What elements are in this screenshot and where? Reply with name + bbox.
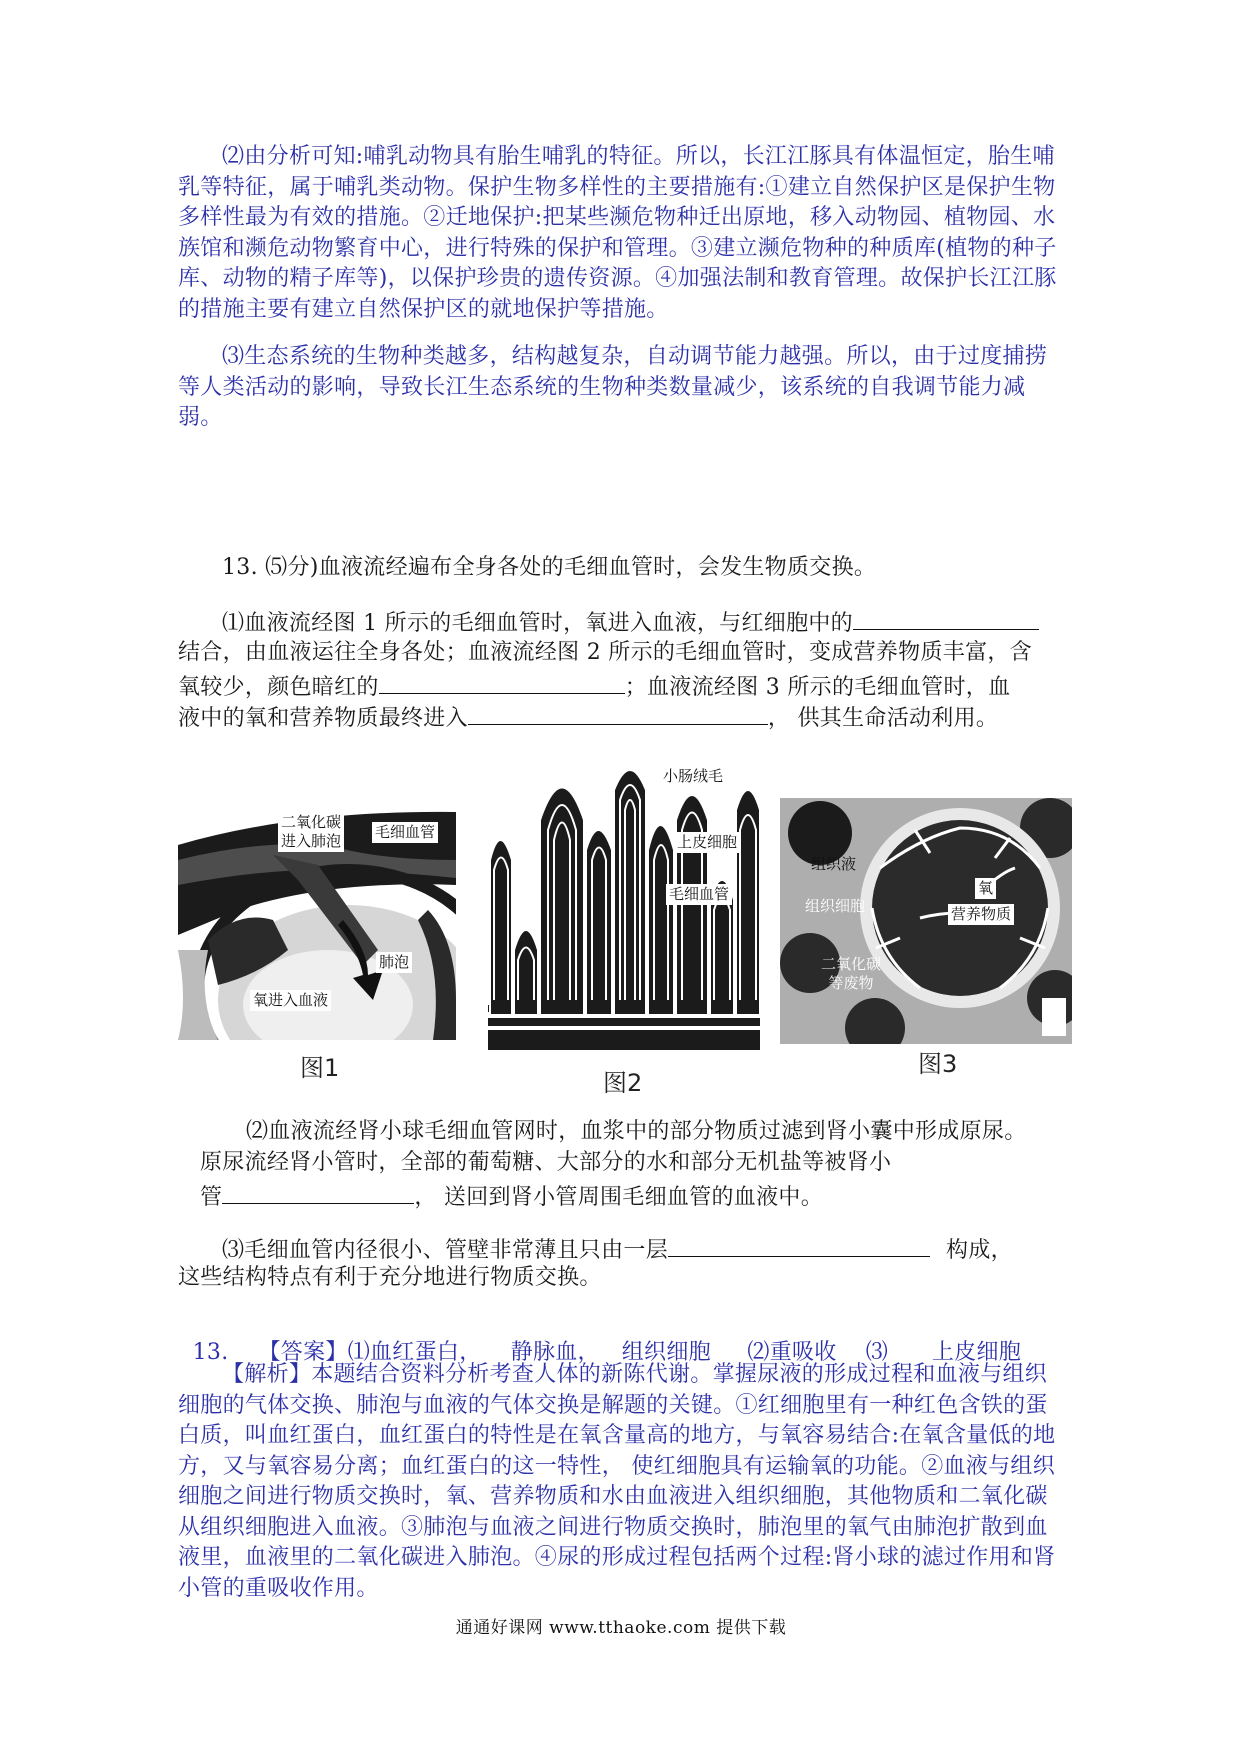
fig3-label-tissue-fluid: 组织液 <box>811 855 857 873</box>
figure-3-graphic <box>780 798 1072 1044</box>
question-3-line-2: 这些结构特点有利于充分地进行物质交换。 <box>178 1265 602 1290</box>
fig3-label-oxygen: 氧 <box>975 878 996 899</box>
question-2-line-2: 原尿流经肾小管时，全部的葡萄糖、大部分的水和部分无机盐等被肾小 <box>200 1150 892 1175</box>
fig1-label-capillary: 毛细血管 <box>372 822 438 843</box>
fig2-label-epithelial: 上皮细胞 <box>674 832 740 853</box>
figure-3-tissue-cells <box>780 798 1072 1044</box>
blank-reabsorption[interactable] <box>222 1179 414 1204</box>
figure-1-lung-alveolus <box>178 800 456 1040</box>
answer-line <box>178 1308 1021 1368</box>
q2-line3-text-b: ， 送回到肾小管周围毛细血管的血液中。 <box>414 1185 824 1210</box>
q1-line3-text-b: ；血液流经图 3 所示的毛细血管时，血 <box>624 675 1011 700</box>
fig1-label-co2: 二氧化碳 进入肺泡 <box>278 812 344 852</box>
question-3-line-1 <box>222 1232 1013 1266</box>
fig1-label-oxygen: 氧进入血液 <box>250 990 331 1011</box>
page-footer: 通通好课网 www.tthaoke.com 提供下载 <box>455 1618 787 1638</box>
blank-venous-blood[interactable] <box>379 669 625 694</box>
analysis-paragraph-3: ⑶生态系统的生物种类越多，结构越复杂，自动调节能力越强。所以，由于过度捕捞等人类活动的影响，导致长江生态系统的生物种类数量减少，该系统的自我调节能力减弱。 <box>178 344 1048 430</box>
question-2-line-3 <box>200 1179 823 1213</box>
question-1-line-4 <box>178 700 998 734</box>
fig3-label-tissue-cell: 组织细胞 <box>805 897 866 915</box>
fig3-label-nutrients: 营养物质 <box>948 904 1014 925</box>
question-2-line-1: ⑵血液流经肾小球毛细血管网时，血浆中的部分物质过滤到肾小囊中形成原尿。 <box>246 1119 1027 1144</box>
question-title: 13. ⑸分)血液流经遍布全身各处的毛细血管时，会发生物质交换。 <box>222 555 877 580</box>
answer-number: 13. <box>192 1340 229 1365</box>
figure-3-caption: 图3 <box>918 1050 958 1078</box>
fig2-label-capillary: 毛细血管 <box>666 884 732 905</box>
figure-2-caption: 图2 <box>603 1069 643 1097</box>
q1-line3-text-a: 氧较少，颜色暗红的 <box>178 675 379 700</box>
q3-line1-text-b: 构成， <box>946 1238 1013 1263</box>
q2-line3-text-a: 管 <box>200 1185 223 1210</box>
explanation-paragraph: 【解析】本题结合资料分析考查人体的新陈代谢。掌握尿液的形成过程和血液与组织细胞的气体交换、肺泡与血液的气体交换是解题的关键。①红细胞里有一种红色含铁的蛋白质，叫血红蛋白，血红蛋白的特性是在氧含量高的地方，与氧容易结合:在氧含量低的地方，又与氧容易分离；血红蛋白的这一特性， 使红细胞具有运输氧的功能。②血液与组织细胞之间进行物质交换时，氧、营养物质和水由血液进入组织细胞，其他物质和二氧化碳从组织细胞进入血液。③肺泡与血液之间进行物质交换时，肺泡里的氧气由肺泡扩散到血液里，血液里的二氧化碳进入肺泡。④尿的形成过程包括两个过程:肾小球的滤过作用和肾小管的重吸收作用。 <box>178 1362 1056 1601</box>
q1-line4-text-b: ， 供其生命活动利用。 <box>767 706 999 731</box>
blank-epithelial-cells[interactable] <box>668 1232 930 1257</box>
blank-hemoglobin[interactable] <box>853 605 1039 630</box>
figure-1-caption: 图1 <box>300 1054 340 1082</box>
q1-line1-text: ⑴血液流经图 1 所示的毛细血管时，氧进入血液，与红细胞中的 <box>222 611 853 636</box>
answer-tag: 【答案】 <box>258 1340 348 1365</box>
question-1-line-2: 结合，由血液运往全身各处；血液流经图 2 所示的毛细血管时，变成营养物质丰富，含 <box>178 640 1032 665</box>
analysis-paragraph-2: ⑵由分析可知:哺乳动物具有胎生哺乳的特征。所以，长江江豚具有体温恒定，胎生哺乳等特征，属于哺乳类动物。保护生物多样性的主要措施有:①建立自然保护区是保护生物多样性最为有效的措施。②迁地保护:把某些濒危物种迁出原地，移入动物园、植物园、水族馆和濒危动物繁育中心，进行特殊的保护和管理。③建立濒危物种的种质库(植物的种子库、动物的精子库等)，以保护珍贵的遗传资源。④加强法制和教育管理。故保护长江江豚的措施主要有建立自然保护区的就地保护等措施。 <box>178 144 1057 322</box>
blank-tissue-cells[interactable] <box>468 700 768 725</box>
fig1-label-alveolus: 肺泡 <box>376 952 412 973</box>
q1-line4-text-a: 液中的氧和营养物质最终进入 <box>178 706 468 731</box>
q3-line1-text-a: ⑶毛细血管内径很小、管壁非常薄且只由一层 <box>222 1238 669 1263</box>
fig3-label-co2: 二氧化碳 等废物 <box>821 955 882 992</box>
fig2-label-villus: 小肠绒毛 <box>660 766 726 787</box>
figure-2-intestinal-villi <box>488 750 760 1050</box>
question-1-line-3 <box>178 669 1010 703</box>
question-1-line-1 <box>222 605 1039 639</box>
answer-text: ⑴血红蛋白， 静脉血， 组织细胞 ⑵重吸收 ⑶ 上皮细胞 <box>347 1340 1022 1365</box>
